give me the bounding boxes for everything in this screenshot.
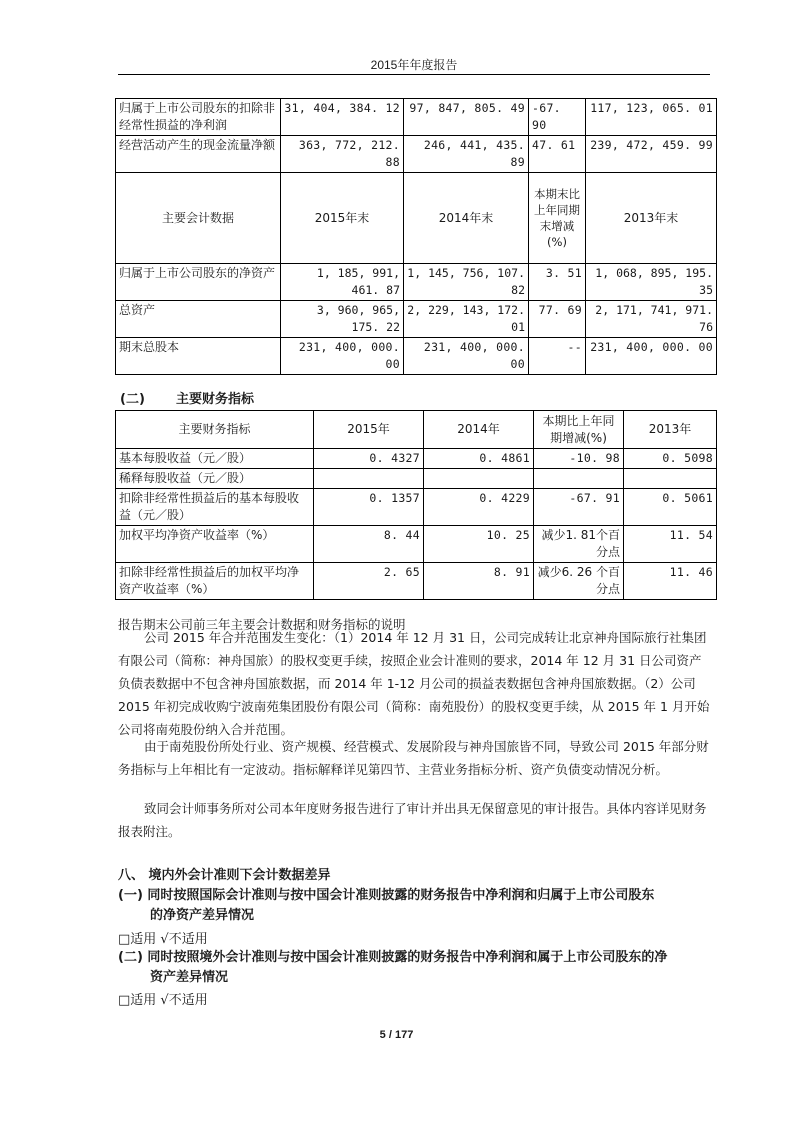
value-change: 减少1. 81个百分点 xyxy=(534,526,624,563)
header-2013: 2013年 xyxy=(624,411,717,449)
value-2015: 363, 772, 212. 88 xyxy=(281,136,404,173)
row-label: 归属于上市公司股东的净资产 xyxy=(116,264,281,301)
subheader-2014: 2014年末 xyxy=(404,173,529,264)
value-2013: 11. 54 xyxy=(624,526,717,563)
value-2015: 2. 65 xyxy=(314,563,424,600)
table-row xyxy=(116,264,717,301)
subsection-two-line2: 资产差异情况 xyxy=(150,970,229,985)
value-change: 减少6. 26 个百分点 xyxy=(534,563,624,600)
table-row xyxy=(116,489,717,526)
subsection-two xyxy=(118,948,718,988)
table-header-row xyxy=(116,411,717,449)
value-2015: 0. 1357 xyxy=(314,489,424,526)
value-2014: 1, 145, 756, 107. 82 xyxy=(404,264,529,301)
value-change: -67. 91 xyxy=(534,489,624,526)
value-change: -10. 98 xyxy=(534,449,624,469)
row-label: 扣除非经常性损益后的基本每股收益（元／股） xyxy=(116,489,314,526)
header-2015: 2015年 xyxy=(314,411,424,449)
value-2013 xyxy=(624,469,717,489)
header-divider xyxy=(118,74,710,75)
value-2015: 31, 404, 384. 12 xyxy=(281,99,404,136)
value-2014: 2, 229, 143, 172. 01 xyxy=(404,301,529,338)
value-2014: 0. 4229 xyxy=(424,489,534,526)
subheader-label: 主要会计数据 xyxy=(116,173,281,264)
row-label: 加权平均净资产收益率（%） xyxy=(116,526,314,563)
subsection-one-number: (一) xyxy=(118,888,143,903)
section-number: (二) xyxy=(120,392,145,407)
table-row xyxy=(116,469,717,489)
table-row xyxy=(116,526,717,563)
subsection-one-line2: 的净资产差异情况 xyxy=(150,908,255,923)
notes-paragraph-1: 公司 2015 年合并范围发生变化：（1）2014 年 12 月 31 日，公司完成转让北京神舟国际旅行社集团有限公司（简称：神舟国旅）的股权变更手续，按照企业会计准则的要求，2014 年 12 月 31 日公司资产负债表数据中不包含神舟国旅数据，而 2014 年 1-12 月公司的损益表数据包含神舟国旅数据。（2）公司 2015 年初完成收购宁波南苑集团股份有限公司（简称：南苑股份）的股权变更手续，从 2015 年 1 月开始公司将南苑股份纳入合并范围。 xyxy=(118,630,710,737)
value-2015 xyxy=(314,469,424,489)
notes-paragraph-2: 由于南苑股份所处行业、资产规模、经营模式、发展阶段与神舟国旅皆不同，导致公司 2015 年部分财务指标与上年相比有一定波动。指标解释详见第四节、主营业务指标分析、资产负债变动情况分析。 xyxy=(118,739,709,777)
accounting-data-table xyxy=(115,98,717,375)
value-2015: 1, 185, 991, 461. 87 xyxy=(281,264,404,301)
section-eight-title: 八、 境内外会计准则下会计数据差异 xyxy=(118,868,331,883)
value-2014: 231, 400, 000. 00 xyxy=(404,338,529,375)
value-2014: 8. 91 xyxy=(424,563,534,600)
subheader-2015: 2015年末 xyxy=(281,173,404,264)
value-2013: 2, 171, 741, 971. 76 xyxy=(586,301,717,338)
financial-indicator-table xyxy=(115,410,717,600)
row-label: 扣除非经常性损益后的加权平均净资产收益率（%） xyxy=(116,563,314,600)
value-2013: 0. 5098 xyxy=(624,449,717,469)
value-2015: 0. 4327 xyxy=(314,449,424,469)
row-label: 期末总股本 xyxy=(116,338,281,375)
subsection-two-line1: 同时按照境外会计准则与按中国会计准则披露的财务报告中净利润和属于上市公司股东的净 xyxy=(147,950,668,965)
header-2014: 2014年 xyxy=(424,411,534,449)
value-2013: 0. 5061 xyxy=(624,489,717,526)
table-row xyxy=(116,449,717,469)
header-label: 主要财务指标 xyxy=(116,411,314,449)
subsection-one xyxy=(118,886,718,926)
value-2013: 117, 123, 065. 01 xyxy=(586,99,717,136)
value-change: 77. 69 xyxy=(529,301,586,338)
applicability-choice-2: □适用 √不适用 xyxy=(118,993,208,1008)
subheader-2013: 2013年末 xyxy=(586,173,717,264)
subsection-two-number: (二) xyxy=(118,950,143,965)
page-header: 2015年年度报告 xyxy=(370,58,458,72)
row-label: 总资产 xyxy=(116,301,281,338)
value-2013: 1, 068, 895, 195. 35 xyxy=(586,264,717,301)
notes-paragraph-3: 致同会计师事务所对公司本年度财务报告进行了审计并出具无保留意见的审计报告。具体内容详见财务报表附注。 xyxy=(118,801,707,839)
applicability-choice-1: □适用 √不适用 xyxy=(118,932,208,947)
row-label: 稀释每股收益（元／股） xyxy=(116,469,314,489)
table-row xyxy=(116,301,717,338)
value-2013: 231, 400, 000. 00 xyxy=(586,338,717,375)
value-2013: 239, 472, 459. 99 xyxy=(586,136,717,173)
value-2014: 10. 25 xyxy=(424,526,534,563)
table-row xyxy=(116,136,717,173)
value-change: 3. 51 xyxy=(529,264,586,301)
table-row xyxy=(116,338,717,375)
page-number: 5 / 177 xyxy=(379,1029,414,1041)
value-change: -- xyxy=(529,338,586,375)
value-2015: 8. 44 xyxy=(314,526,424,563)
header-change: 本期比上年同期增减(%) xyxy=(534,411,624,449)
notes-title: 报告期末公司前三年主要会计数据和财务指标的说明 xyxy=(118,617,406,632)
value-change: 47. 61 xyxy=(529,136,586,173)
section-title: 主要财务指标 xyxy=(176,392,255,407)
table-subheader-row xyxy=(116,173,717,264)
row-label: 基本每股收益（元／股） xyxy=(116,449,314,469)
subsection-one-line1: 同时按照国际会计准则与按中国会计准则披露的财务报告中净利润和归属于上市公司股东 xyxy=(147,888,655,903)
table-row xyxy=(116,563,717,600)
value-2015: 3, 960, 965, 175. 22 xyxy=(281,301,404,338)
subheader-change: 本期末比上年同期末增减(%) xyxy=(529,173,586,264)
value-2013: 11. 46 xyxy=(624,563,717,600)
value-2014: 0. 4861 xyxy=(424,449,534,469)
table-row xyxy=(116,99,717,136)
row-label: 经营活动产生的现金流量净额 xyxy=(116,136,281,173)
row-label: 归属于上市公司股东的扣除非经常性损益的净利润 xyxy=(116,99,281,136)
value-2014: 97, 847, 805. 49 xyxy=(404,99,529,136)
value-change: -67. 90 xyxy=(529,99,586,136)
value-2014: 246, 441, 435. 89 xyxy=(404,136,529,173)
value-2014 xyxy=(424,469,534,489)
value-change xyxy=(534,469,624,489)
value-2015: 231, 400, 000. 00 xyxy=(281,338,404,375)
